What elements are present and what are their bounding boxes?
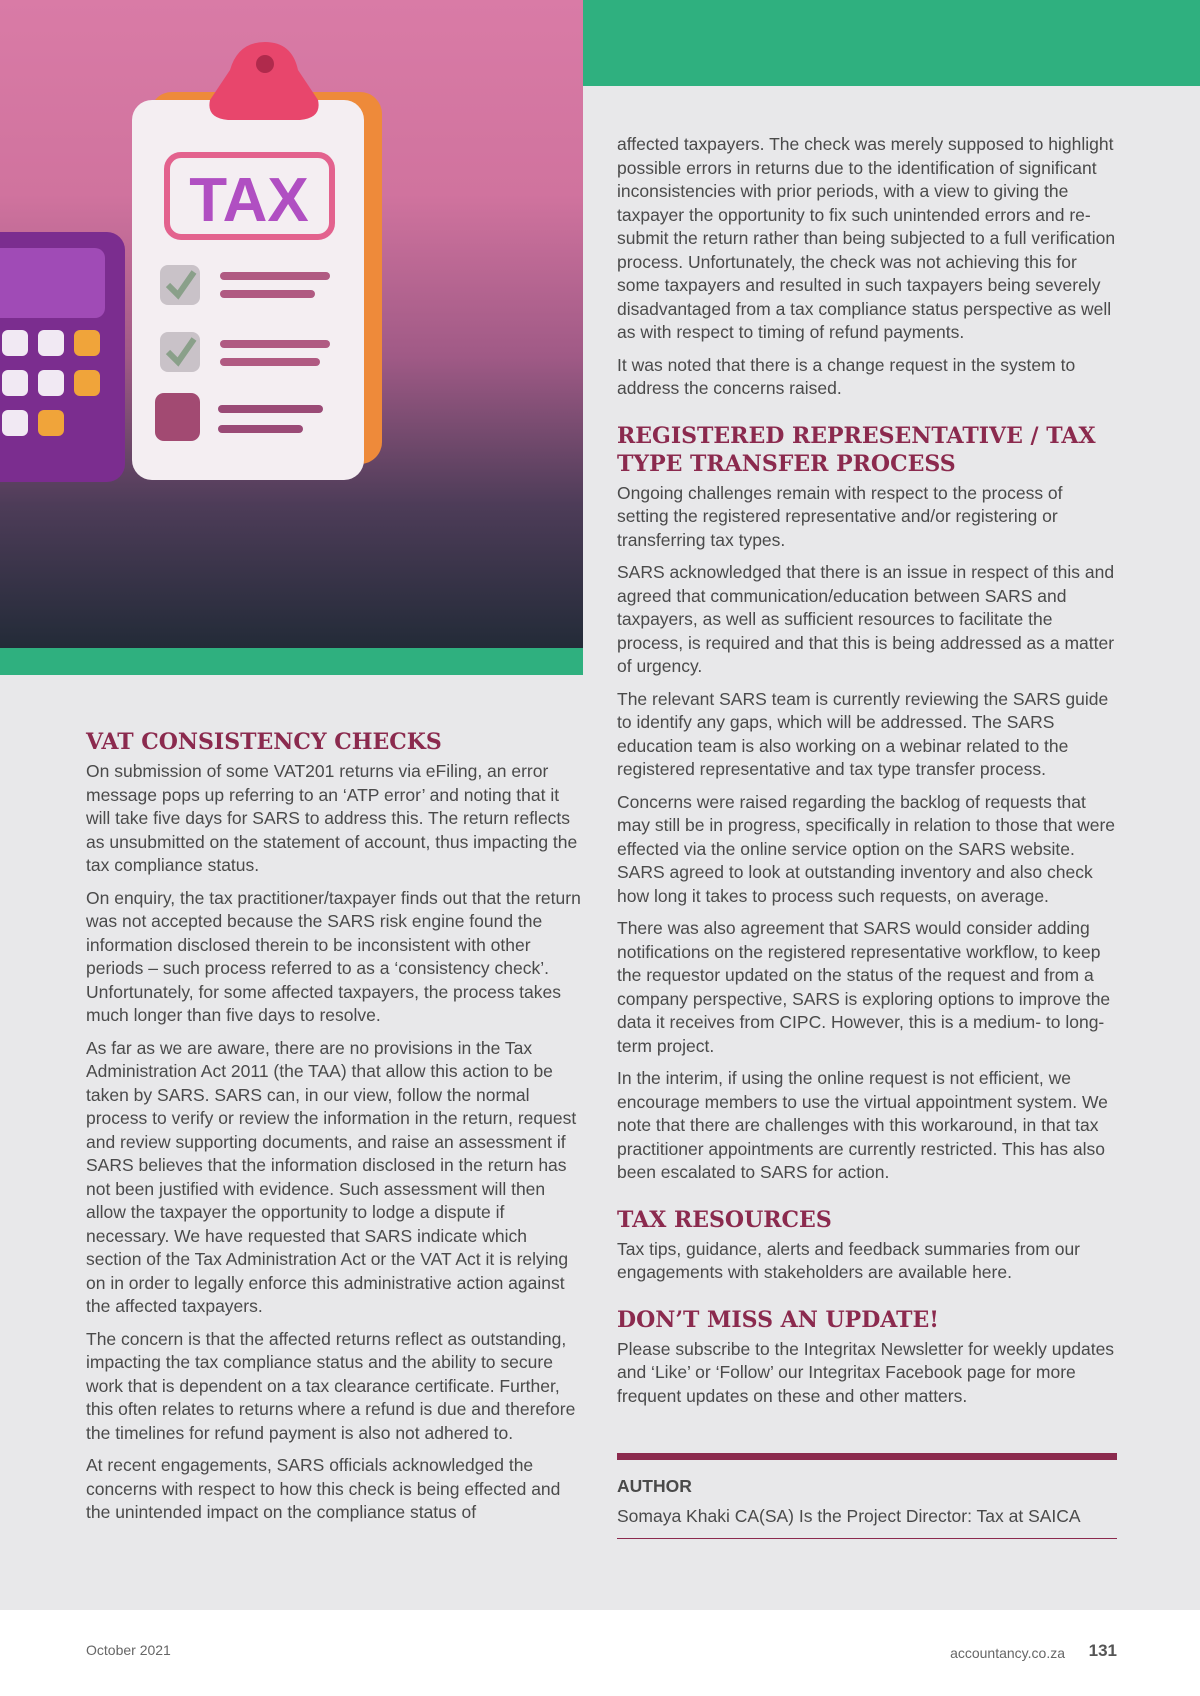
update-heading: DON’T MISS AN UPDATE! <box>617 1306 939 1333</box>
right-column <box>617 133 1117 1539</box>
left-column <box>86 728 584 1534</box>
footer-site[interactable]: accountancy.co.za <box>950 1645 1065 1661</box>
author-title: AUTHOR <box>617 1476 692 1496</box>
page-footer <box>0 1610 1200 1696</box>
resources-paragraph[interactable]: Tax tips, guidance, alerts and feedback summaries from our engagements with stakeholders are available here. <box>617 1238 1080 1282</box>
top-green-band <box>583 0 1200 86</box>
registered-paragraph-5: There was also agreement that SARS would consider adding notifications on the registered representative workflow, to keep the requestor updated on the status of the request and from a company perspective, SARS is exploring options to improve the data it receives from CIPC. However, this is a medium- to long-term project. <box>617 918 1111 1056</box>
tax-clipboard-illustration <box>0 0 583 648</box>
registered-paragraph-2: SARS acknowledged that there is an issue in respect of this and agreed that communication/education between SARS and taxpayers, as well as sufficient resources to facilitate the process, is required and that this is being addressed as a matter of urgency. <box>617 562 1115 676</box>
hero-image <box>0 0 583 648</box>
registered-paragraph-4: Concerns were raised regarding the backlog of requests that may still be in progress, specifically in relation to those that were effected via the online service option on the SARS website. SARS agreed to look at outstanding inventory and also check how long it takes to process such requests, on average. <box>617 791 1116 906</box>
vat-paragraph-1: On submission of some VAT201 returns via eFiling, an error message pops up referring to an ‘ATP error’ and noting that it will take five days for SARS to address this. The return reflects as unsubmitted on the statement of account, thus impacting the tax compliance status. <box>86 761 578 875</box>
resources-heading: TAX RESOURCES <box>617 1206 832 1233</box>
tax-label: TAX <box>189 166 309 235</box>
author-divider <box>617 1453 1117 1460</box>
footer-date: October 2021 <box>86 1642 171 1658</box>
calculator-icon <box>0 232 125 482</box>
page-number: 131 <box>1088 1641 1117 1660</box>
continuation-paragraph-1: affected taxpayers. The check was merely supposed to highlight possible errors in returns due to the identification of significant inconsistencies with prior periods, with a view to giving the taxpayer the opportunity to fix such unintended errors and re-submit the return rather than being subjected to a full verification process. Unfortunately, the check was not achieving this for some taxpayers and resulted in such taxpayers being severely disadvantaged from a tax compliance status perspective as well as with respect to timing of refund payments. <box>617 134 1116 342</box>
registered-paragraph-1: Ongoing challenges remain with respect to the process of setting the registered representative and/or registering or transferring tax types. <box>617 482 1063 550</box>
registered-heading: REGISTERED REPRESENTATIVE / TAX TYPE TRANSFER PROCESS <box>617 422 1096 477</box>
hero-green-band <box>0 648 583 675</box>
vat-paragraph-2: On enquiry, the tax practitioner/taxpayer finds out that the return was not accepted because the SARS risk engine found the information disclosed therein to be inconsistent with other periods – such process referred to as a ‘consistency check’. Unfortunately, for some affected taxpayers, the process takes much longer than five days to resolve. <box>86 887 581 1025</box>
vat-heading: VAT CONSISTENCY CHECKS <box>86 729 442 755</box>
continuation-paragraph-2: It was noted that there is a change request in the system to address the concerns raised. <box>617 354 1076 398</box>
vat-paragraph-4: The concern is that the affected returns reflect as outstanding, impacting the tax compliance status and the ability to secure work that is dependent on a tax clearance certificate. Further, this often relates to returns where a refund is due and therefore the timelines for refund payment is also not adhered to. <box>86 1328 576 1443</box>
registered-paragraph-3: The relevant SARS team is currently reviewing the SARS guide to identify any gaps, which will be addressed. The SARS education team is also working on a webinar related to the registered representative and tax type transfer process. <box>617 688 1109 779</box>
update-paragraph: Please subscribe to the Integritax Newsletter for weekly updates and ‘Like’ or ‘Follow’ our Integritax Facebook page for more frequent updates on these and other matters. <box>617 1338 1115 1406</box>
author-text: Somaya Khaki CA(SA) Is the Project Director: Tax at SAICA <box>617 1505 1117 1540</box>
vat-paragraph-5: At recent engagements, SARS officials acknowledged the concerns with respect to how this check is being effected and the unintended impact on the compliance status of <box>86 1455 561 1522</box>
registered-paragraph-6: In the interim, if using the online request is not efficient, we encourage members to use the virtual appointment system. We note that there are challenges with this workaround, in that tax practitioner appointments are currently restricted. This has also been escalated to SARS for action. <box>617 1068 1108 1182</box>
vat-paragraph-3: As far as we are aware, there are no provisions in the Tax Administration Act 2011 (the TAA) that allow this action to be taken by SARS. SARS can, in our view, follow the normal process to verify or review the information in the return, request and review supporting documents, and raise an assessment if SARS believes that the information disclosed in the return has not been justified with evidence. Such assessment will then allow the taxpayer the opportunity to lodge a dispute if necessary. We have requested that SARS indicate which section of the Tax Administration Act or the VAT Act it is relying on in order to legally enforce this administrative action against the affected taxpayers. <box>86 1037 577 1316</box>
